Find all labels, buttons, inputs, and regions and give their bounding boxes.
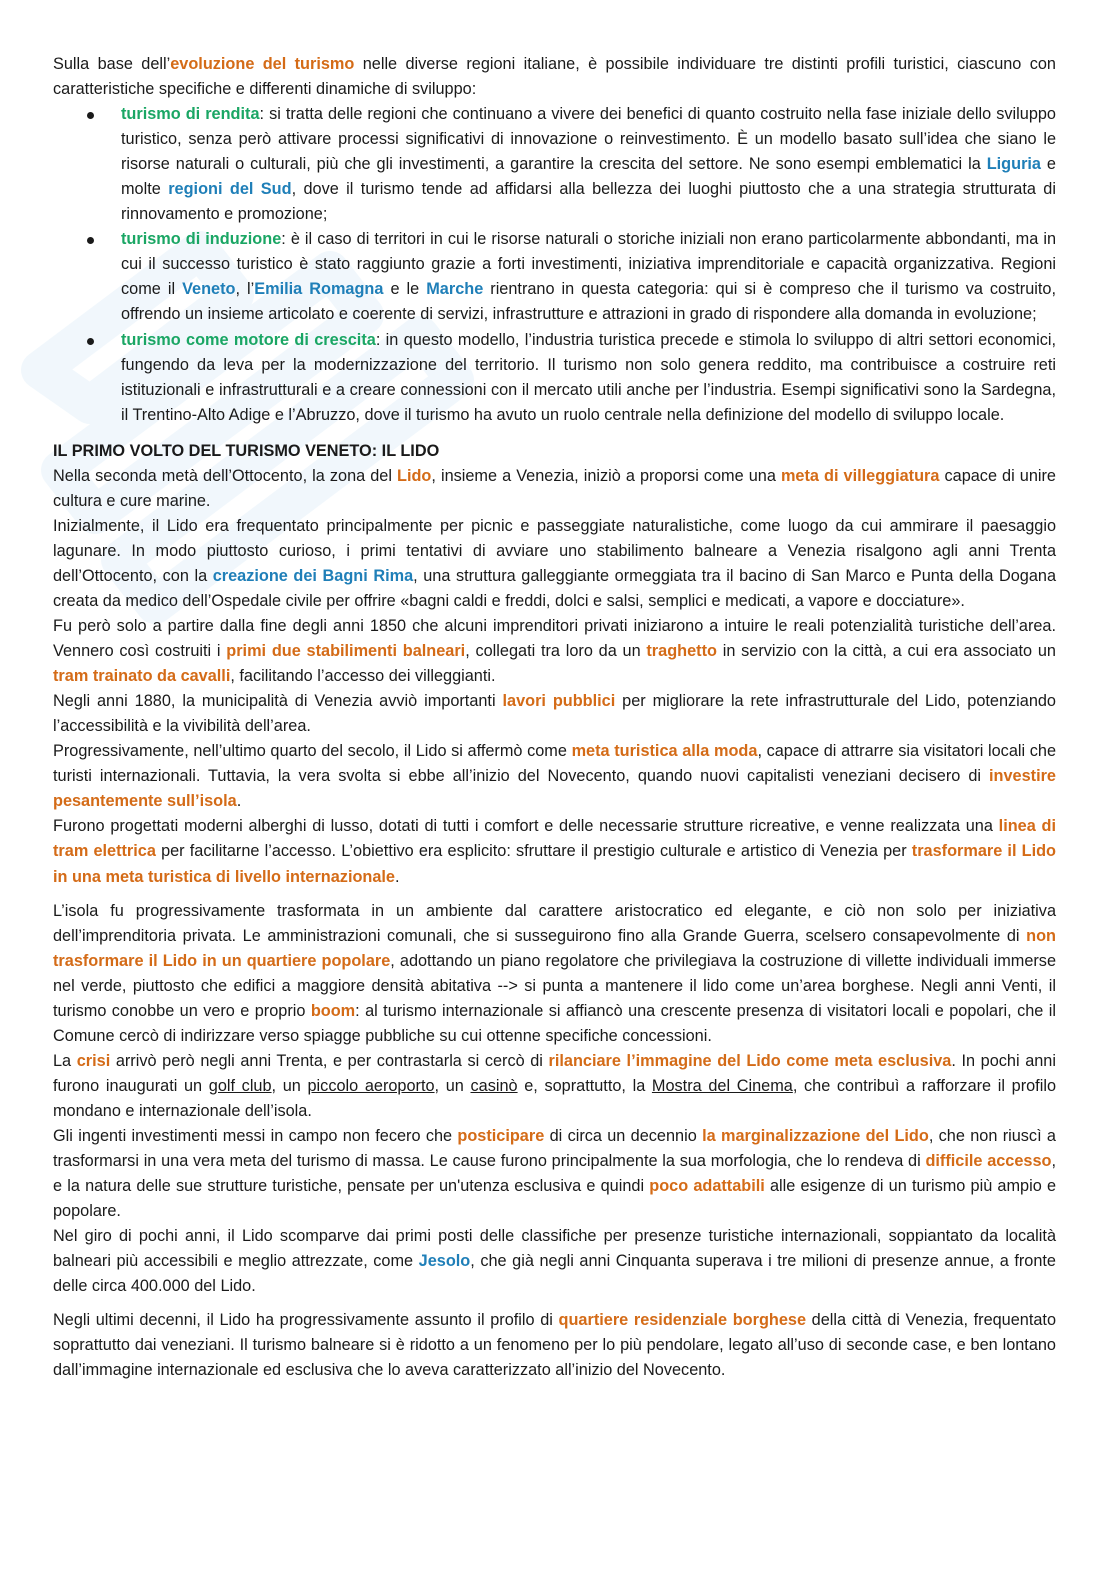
paragraph: Negli ultimi decenni, il Lido ha progressivamente assunto il profilo di quartiere residenziale borghese della città di Venezia, frequentato soprattutto dai veneziani. Il turismo balneare si è ridotto a un fenomeno per lo più pendolare, legato all’uso di seconde case, e ben lontano dall’immagine internazionale ed esclusiva che lo aveva caratterizzato all’inizio del Novecento. [53, 1311, 1057, 1380]
paragraph: Negli anni 1880, la municipalità di Venezia avviò importanti lavori pubblici per migliorare la rete infrastrutturale del Lido, potenziando l’accessibilità e la vivibilità dell’area. [53, 692, 1056, 736]
paragraph: Nella seconda metà dell’Ottocento, la zona del Lido, insieme a Venezia, iniziò a proporsi come una meta di villeggiatura capace di unire cultura e cure marine. [53, 466, 1056, 510]
paragraph: Gli ingenti investimenti messi in campo non fecero che posticipare di circa un decennio la marginalizzazione del Lido, che non riuscì a trasformarsi in una vera meta del turismo di massa. Le cause furono principalmente la sua morfologia, che lo rendeva di difficile accesso, e la natura delle sue strutture turistiche, pensate per un'utenza esclusiva e quindi poco adattabili alle esigenze di un turismo più ampio e popolare. [53, 1126, 1057, 1221]
highlight-evoluzione: evoluzione del turismo [170, 55, 355, 73]
list-item: turismo di rendita: si tratta delle regioni che continuano a vivere dei benefici di quanto costruito nella fase iniziale dello sviluppo turistico, senza però attivare processi significativi di innovazione o reinvestimento. È un modello basato sull’idea che siano le risorse naturali o culturali, più che gli investimenti, a garantire la crescita del settore. Ne sono esempi emblematici la Liguria e molte regioni del Sud, dove il turismo tende ad affidarsi alla bellezza dei luoghi piuttosto che a una strategia strutturata di rinnovamento e promozione; [53, 102, 1056, 227]
paragraph: Nel giro di pochi anni, il Lido scomparve dai primi posti delle classifiche per presenze turistiche internazionali, soppiantato da località balneari più accessibili e meglio attrezzate, come Jesolo, che già negli anni Cinquanta superava i tre milioni di presenze annue, a fronte delle circa 400.000 del Lido. [53, 1227, 1056, 1296]
paragraph: Inizialmente, il Lido era frequentato principalmente per picnic e passeggiate naturalistiche, come luogo da cui ammirare il paesaggio lagunare. In modo piuttosto curioso, i primi tentativi di avviare uno stabilimento balneare a Venezia risalgono agli anni Trenta dell’Ottocento, con la creazione dei Bagni Rima, una struttura galleggiante ormeggiata tra il bacino di San Marco e Punta della Dogana creata da medico dell’Ospedale civile per offrire «bagni caldi e freddi, dolci e salsi, semplici e medicati, a vapore e docciature». [53, 516, 1056, 610]
list-item: turismo di induzione: è il caso di territori in cui le risorse naturali o storiche iniziali non erano particolarmente abbondanti, ma in cui il successo turistico è stato raggiunto grazie a forti investimenti, iniziativa imprenditoriale e capacità organizzativa. Regioni come il Veneto, l’Emilia Romagna e le Marche rientrano in questa categoria: qui si è compreso che il turismo va costruito, offrendo un insieme articolato e coerente di servizi, infrastrutture e attrazioni in grado di rispondere alla domanda in evoluzione; [53, 227, 1056, 327]
paragraph: Progressivamente, nell’ultimo quarto del secolo, il Lido si affermò come meta turistica alla moda, capace di attrarre sia visitatori locali che turisti internazionali. Tuttavia, la vera svolta si ebbe all’inizio del Novecento, quando nuovi capitalisti veneziani decisero di investire pesantemente sull’isola. [53, 742, 1057, 811]
bullet-icon [87, 338, 94, 345]
highlight-term: turismo di induzione [121, 230, 282, 249]
bullet-icon [87, 112, 94, 119]
bullet-icon [87, 237, 94, 244]
highlight-term: turismo come motore di crescita [121, 330, 376, 349]
intro-paragraph: Sulla base dell’evoluzione del turismo nelle diverse regioni italiane, è possibile individuare tre distinti profili turistici, ciascuno con caratteristiche specifiche e differenti dinamiche di sviluppo: [53, 55, 1056, 99]
section-title: IL PRIMO VOLTO DEL TURISMO VENETO: IL LIDO [53, 441, 440, 460]
bullet-list [53, 102, 1056, 428]
paragraph: La crisi arrivò però negli anni Trenta, e per contrastarla si cercò di rilanciare l’immagine del Lido come meta esclusiva. In pochi anni furono inaugurati un golf club, un piccolo aeroporto, un casinò e, soprattutto, la Mostra del Cinema, che contribuì a rafforzare il profilo mondano e internazionale dell’isola. [53, 1051, 1056, 1120]
paragraph: Furono progettati moderni alberghi di lusso, dotati di tutti i comfort e delle necessarie strutture ricreative, e venne realizzata una linea di tram elettrica per facilitarne l’accesso. L’obiettivo era esplicito: sfruttare il prestigio culturale e artistico di Venezia per trasformare il Lido in una meta turistica di livello internazionale. [53, 817, 1057, 886]
paragraph: L’isola fu progressivamente trasformata in un ambiente dal carattere aristocratico ed elegante, e ciò non solo per iniziativa dell’imprenditoria privata. Le amministrazioni comunali, che si susseguirono fino alla Grande Guerra, scelsero consapevolmente di non trasformare il Lido in un quartiere popolare, adottando un piano regolatore che privilegiava la costruzione di villette individuali immerse nel verde, piuttosto che edifici a maggiore densità abitativa --> si punta a mantenere il lido come un’area borghese. Negli anni Venti, il turismo conobbe un vero e proprio boom: al turismo internazionale si affiancò una crescente presenza di visitatori locali e popolari, che il Comune cercò di indirizzare verso spiagge pubbliche su cui ottenne specifiche concessioni. [53, 901, 1056, 1045]
paragraph: Fu però solo a partire dalla fine degli anni 1850 che alcuni imprenditori privati iniziarono a intuire le reali potenzialità turistiche dell’area. Vennero così costruiti i primi due stabilimenti balneari, collegati tra loro da un traghetto in servizio con la città, a cui era associato un tram trainato da cavalli, facilitando l’accesso dei villeggianti. [53, 617, 1056, 686]
list-item: turismo come motore di crescita: in questo modello, l’industria turistica precede e stimola lo sviluppo di altri settori economici, fungendo da leva per la modernizzazione del territorio. Il turismo non solo genera reddito, ma contribuisce a costruire reti istituzionali e infrastrutturali e a creare connessioni con il mercato utili anche per l’industria. Esempi significativi sono la Sardegna, il Trentino-Alto Adige e l’Abruzzo, dove il turismo ha avuto un ruolo centrale nella definizione del modello di sviluppo locale. [53, 328, 1056, 428]
document-page [53, 52, 1056, 1383]
highlight-term: turismo di rendita [121, 105, 260, 124]
